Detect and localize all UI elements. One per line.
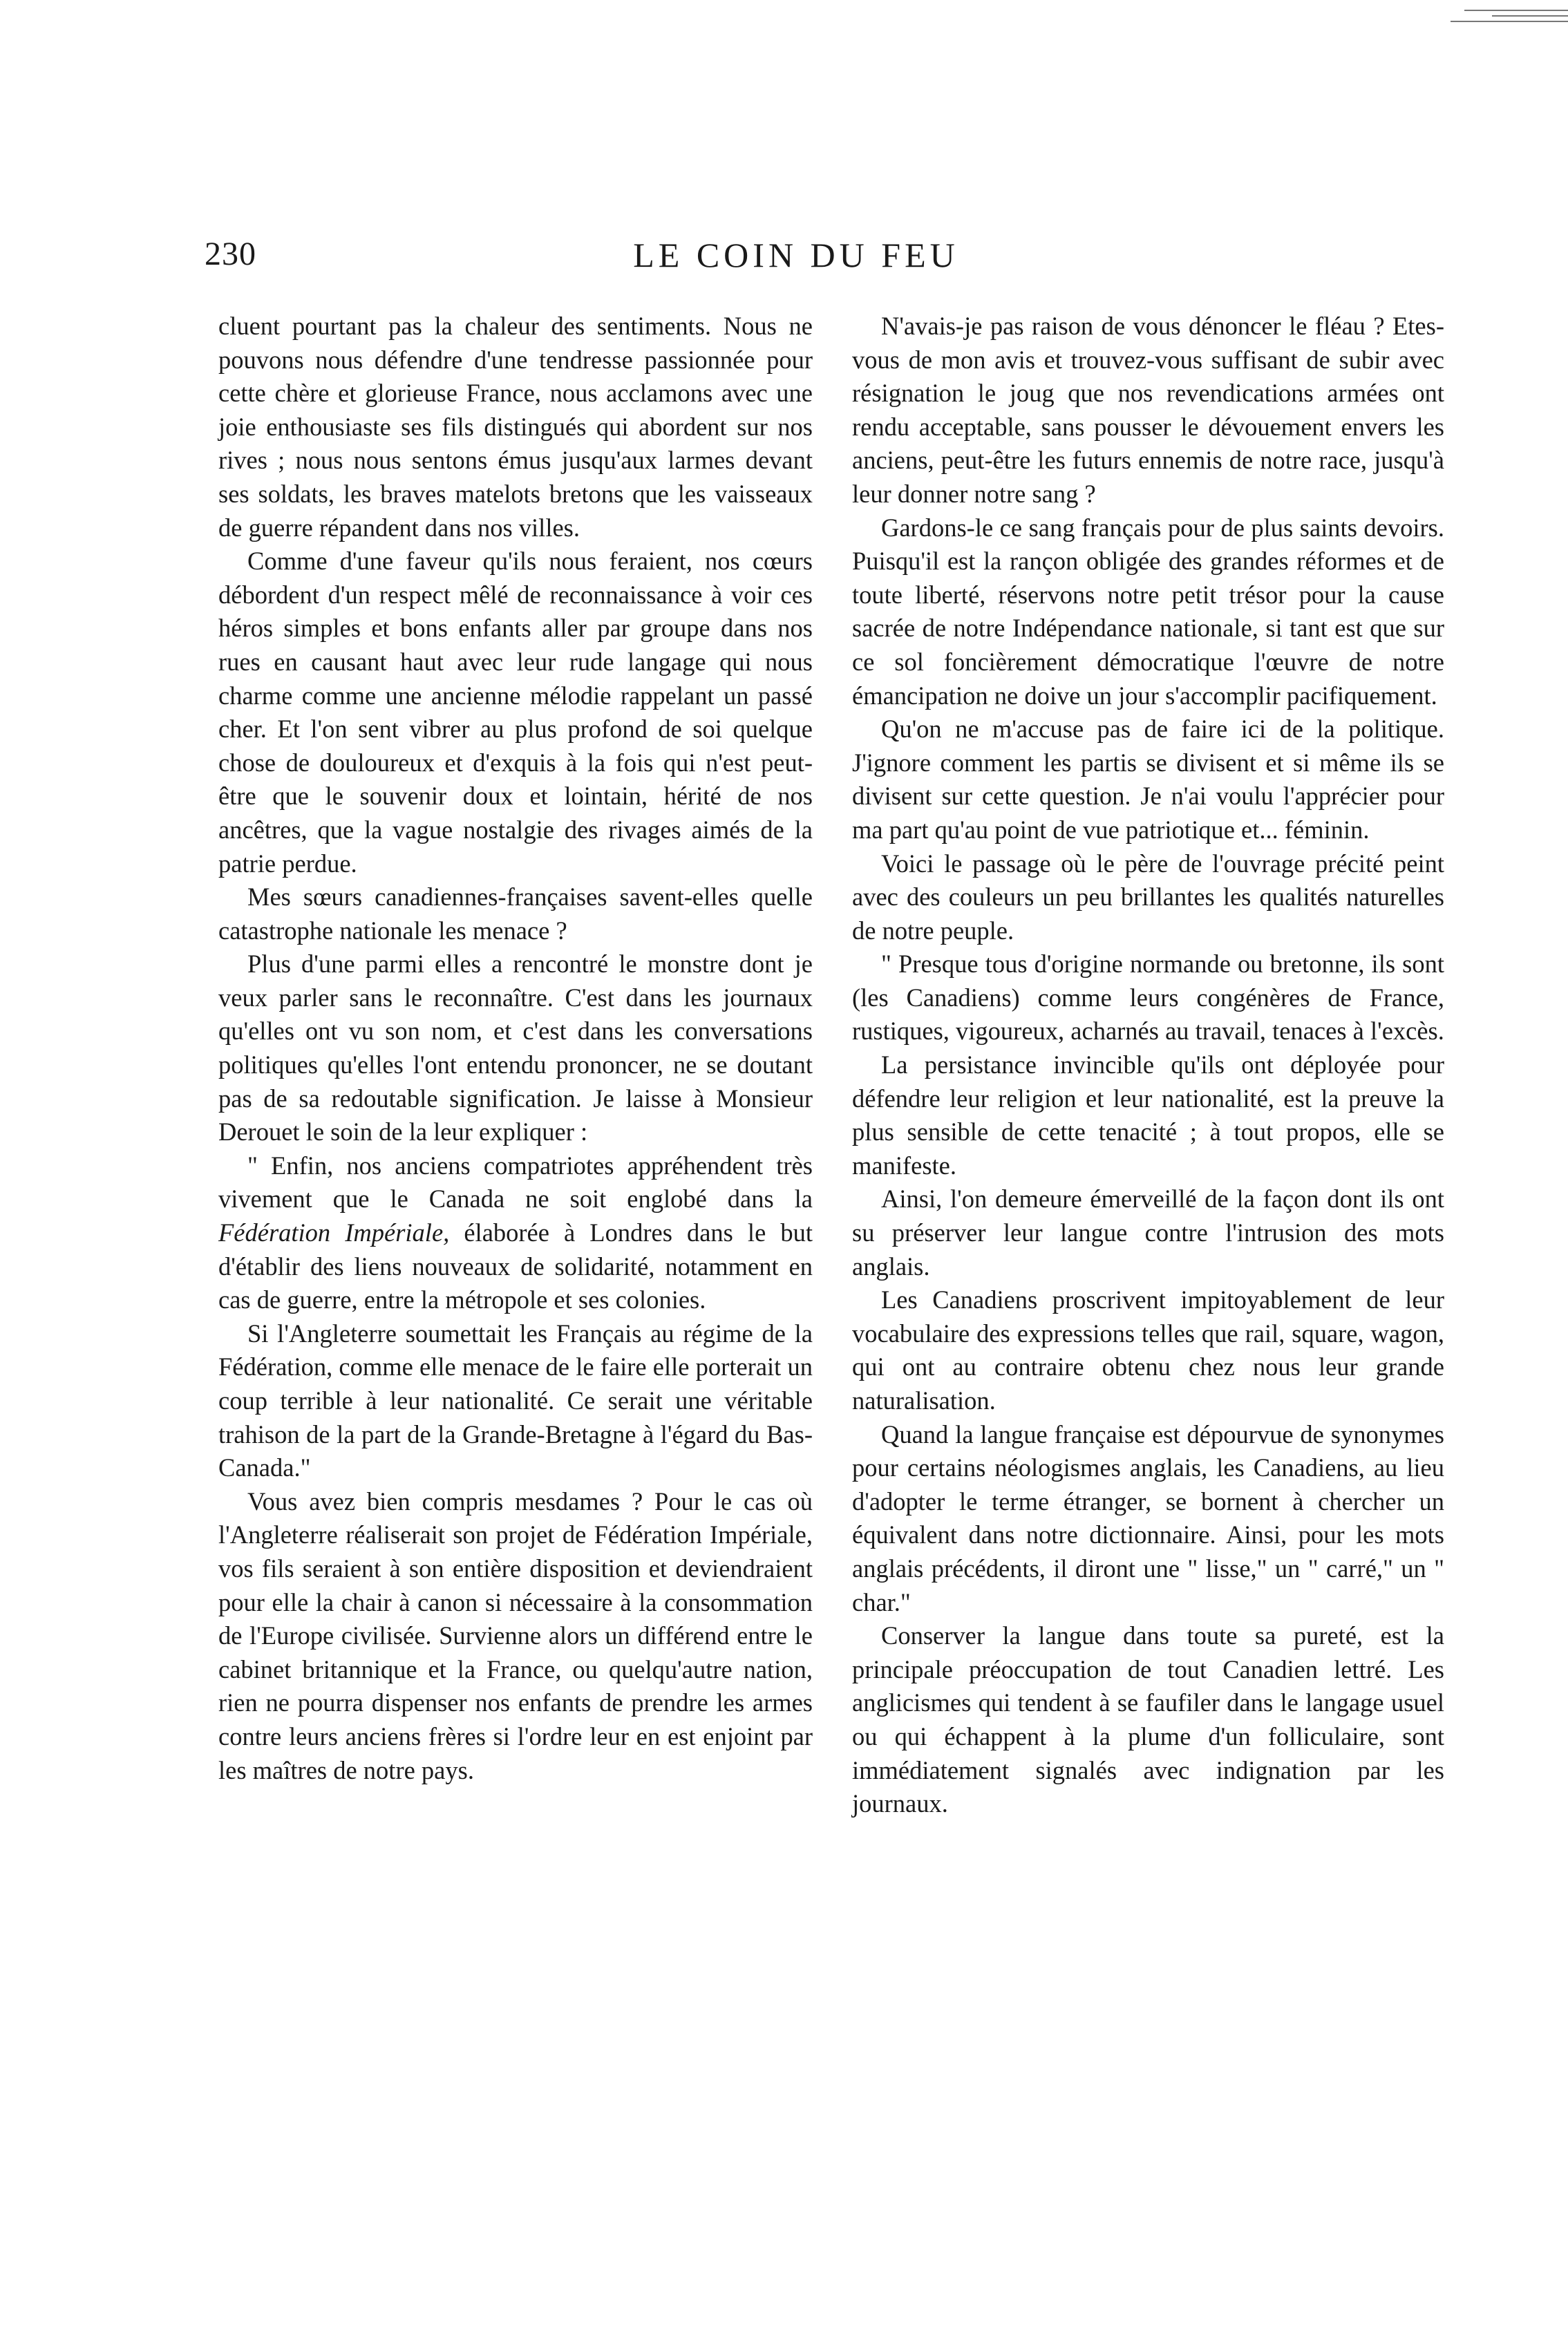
paragraph: Les Canadiens proscrivent impitoyablement de leur vocabulaire des expressions telles que rail, square, wagon, qui ont au contraire obtenu chez nous leur grande naturalisation. <box>852 1285 1444 1415</box>
page-edge-mark <box>1437 6 1568 40</box>
paragraph: La persistance invincible qu'ils ont déployée pour défendre leur religion et leur nationalité, est la preuve la plus sensible de cette tenacité ; à tout propos, elle se manifeste. <box>852 1050 1444 1180</box>
paragraph: Gardons-le ce sang français pour de plus saints devoirs. Puisqu'il est la rançon obligée des grandes réformes et de toute liberté, réservons notre petit trésor pour la cause sacrée de notre Indépendance nationale, si tant est que sur ce sol foncièrement démocratique l'œuvre de notre émancipation ne doive un jour s'accomplir pacifiquement. <box>852 513 1444 710</box>
paragraph: N'avais-je pas raison de vous dénoncer le fléau ? Etes-vous de mon avis et trouvez-vous suffisant de subir avec résignation le joug que nos revendications armées ont rendu acceptable, sans pousser le dévouement envers les anciens, peut-être les futurs ennemis de notre race, jusqu'à leur donner notre sang ? <box>852 312 1444 508</box>
quote-text: élaborée à Londres dans le but d'établir des liens nouveaux de solidarité, notamment en cas de guerre, entre la métropole et ses colonies. <box>218 1218 813 1314</box>
paragraph: cluent pourtant pas la chaleur des sentiments. Nous ne pouvons nous défendre d'une tendresse passionnée pour cette chère et glorieuse France, nous acclamons avec une joie enthousiaste ses fils distingués qui abordent sur nos rives ; nous nous sentons émus jusqu'aux larmes devant ses soldats, les braves matelots bretons que les vaisseaux de guerre répandent dans nos villes. <box>218 312 813 542</box>
paragraph: Ainsi, l'on demeure émerveillé de la façon dont ils ont su préserver leur langue contre l'intrusion des mots anglais. <box>852 1185 1444 1281</box>
left-column <box>218 310 813 1787</box>
quote-text: " Enfin, nos anciens compatriotes appréhendent très vivement que le Canada ne soit englobé dans la <box>218 1151 813 1214</box>
paragraph: Vous avez bien compris mesdames ? Pour le cas où l'Angleterre réaliserait son projet de Fédération Impériale, vos fils seraient à son entière disposition et deviendraient pour elle la chair à canon si nécessaire à la consommation de l'Europe civilisée. Survienne alors un différend entre le cabinet britannique et la France, ou quelqu'autre nation, rien ne pourra dispenser nos enfants de prendre les armes contre leurs anciens frères si l'ordre leur en est enjoint par les maîtres de notre pays. <box>218 1487 813 1784</box>
paragraph: Conserver la langue dans toute sa pureté, est la principale préoccupation de tout Canadien lettré. Les anglicismes qui tendent à se faufiler dans le langage usuel ou qui échappent à la plume d'un folliculaire, sont immédiatement signalés avec indignation par les journaux. <box>852 1621 1444 1818</box>
paragraph: Mes sœurs canadiennes-françaises savent-elles quelle catastrophe nationale les menace ? <box>218 883 813 945</box>
quotation-paragraph <box>218 1149 813 1317</box>
running-title: LE COIN DU FEU <box>633 236 959 274</box>
paragraph: " Presque tous d'origine normande ou bretonne, ils sont (les Canadiens) comme leurs congénères de France, rustiques, vigoureux, acharnés au travail, tenaces à l'excès. <box>852 950 1444 1046</box>
right-column <box>852 310 1444 1821</box>
paragraph: Voici le passage où le père de l'ouvrage précité peint avec des couleurs un peu brillantes les qualités naturelles de notre peuple. <box>852 849 1444 945</box>
quote-italic-text: Fédération Impériale, <box>218 1218 450 1247</box>
paragraph: Comme d'une faveur qu'ils nous feraient, nos cœurs débordent d'un respect mêlé de reconnaissance à voir ces héros simples et bons enfants aller par groupe dans nos rues en causant haut avec leur rude langage qui nous charme comme une ancienne mélodie rappelant un passé cher. Et l'on sent vibrer au plus profond de soi quelque chose de douloureux et d'exquis à la fois qui n'est peut-être que le souvenir doux et lointain, hérité de nos ancêtres, que la vague nostalgie des rivages aimés de la patrie perdue. <box>218 547 813 878</box>
page-number: 230 <box>205 236 256 272</box>
paragraph: Qu'on ne m'accuse pas de faire ici de la politique. J'ignore comment les partis se divisent et si même ils se divisent sur cette question. Je n'ai voulu l'apprécier pour ma part qu'au point de vue patriotique et... féminin. <box>852 715 1444 844</box>
paragraph: Si l'Angleterre soumettait les Français au régime de la Fédération, comme elle menace de le faire elle porterait un coup terrible à leur nationalité. Ce serait une véritable trahison de la part de la Grande-Bretagne à l'égard du Bas-Canada." <box>218 1319 813 1482</box>
page-header <box>205 235 1388 290</box>
paragraph: Plus d'une parmi elles a rencontré le monstre dont je veux parler sans le reconnaître. C'est dans les journaux qu'elles ont vu son nom, et c'est dans les conversations politiques qu'elles l'ont entendu prononcer, ne se doutant pas de sa redoutable signification. Je laisse à Monsieur Derouet le soin de la leur expliquer : <box>218 950 813 1147</box>
paragraph: Quand la langue française est dépourvue de synonymes pour certains néologismes anglais, les Canadiens, au lieu d'adopter le terme étranger, se bornent à chercher un équivalent dans notre dictionnaire. Ainsi, pour les mots anglais précédents, il diront une " lisse," un " carré," un " char." <box>852 1419 1444 1616</box>
